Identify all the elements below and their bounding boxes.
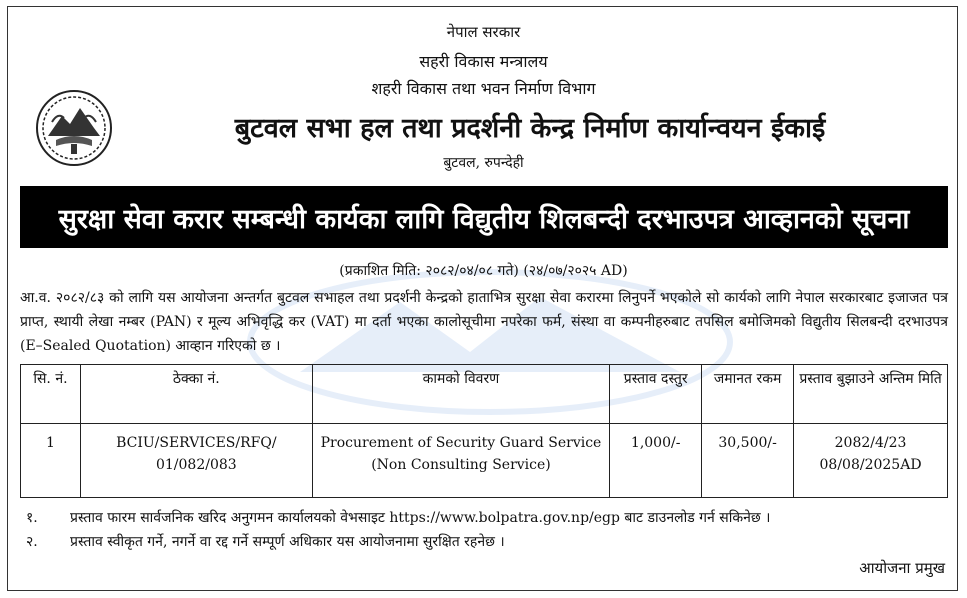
header-fee: प्रस्ताव दस्तुर	[610, 365, 702, 424]
cell-fee: 1,000/-	[610, 424, 702, 498]
header-sn: सि. नं.	[21, 365, 81, 424]
location-heading: बुटवल, रुपन्देही	[443, 155, 524, 171]
header-deadline: प्रस्ताव बुझाउने अन्तिम मिति	[794, 365, 948, 424]
cell-sn: 1	[21, 424, 81, 498]
cell-security: 30,500/-	[702, 424, 794, 498]
deadline-bs: 2082/4/23	[834, 435, 907, 451]
cell-deadline	[794, 424, 948, 498]
tender-table	[20, 364, 948, 498]
note-item	[20, 506, 948, 530]
note-text: प्रस्ताव फारम सार्वजनिक खरिद अनुगमन कार्यालयको वेभसाइट https://www.bolpatra.gov.np/egp बाट डाउनलोड गर्न सकिनेछ ।	[70, 510, 771, 526]
note-item	[20, 530, 948, 554]
table-row	[21, 424, 948, 498]
deadline-ad: 08/08/2025AD	[819, 457, 922, 473]
note-number: १.	[26, 510, 38, 526]
notice-paragraph: आ.व. २०८२/८३ को लागि यस आयोजना अन्तर्गत बुटवल सभाहल तथा प्रदर्शनी केन्द्रको हाताभित्र सुरक्षा सेवा करारमा लिनुपर्ने भएकोले सो कार्यको लागि नेपाल सरकारबाट इजाजत पत्र प्राप्त, स्थायी लेखा नम्बर (PAN) र मूल्य अभिवृद्धि कर (VAT) मा दर्ता भएका कालोसूचीमा नपरेका फर्म, संस्था वा कम्पनीहरुबाट तपसिल बमोजिमको विद्युतीय सिलबन्दी दरभाउपत्र (E–Sealed Quotation) आव्हान गरिएको छ ।	[20, 290, 948, 354]
header-security: जमानत रकम	[702, 365, 794, 424]
notice-title: सुरक्षा सेवा करार सम्बन्धी कार्यका लागि विद्युतीय शिलबन्दी दरभाउपत्र आव्हानको सूचना	[58, 203, 910, 235]
notes-list	[20, 506, 948, 554]
published-date: (प्रकाशित मिति: २०८२/०४/०८ गते) (२४/०७/२०२५ AD)	[339, 263, 628, 279]
table-header-row	[21, 365, 948, 424]
unit-heading: बुटवल सभा हल तथा प्रदर्शनी केन्द्र निर्माण कार्यान्वयन ईकाई	[234, 113, 826, 144]
cell-description: Procurement of Security Guard Service (Non Consulting Service)	[312, 424, 610, 498]
department-heading: शहरी विकास तथा भवन निर्माण विभाग	[371, 79, 596, 98]
gov-heading: नेपाल सरकार	[446, 23, 521, 41]
note-text: प्रस्ताव स्वीकृत गर्ने, नगर्ने वा रद्द गर्ने सम्पूर्ण अधिकार यस आयोजनामा सुरक्षित रहनेछ ।	[70, 534, 505, 550]
ministry-heading: सहरी विकास मन्त्रालय	[419, 52, 548, 71]
note-number: २.	[26, 534, 38, 550]
signature-label: आयोजना प्रमुख	[859, 559, 945, 577]
notice-title-banner	[20, 186, 948, 248]
header-contract-no: ठेक्का नं.	[80, 365, 312, 424]
cell-contract-no: BCIU/SERVICES/RFQ/ 01/082/083	[80, 424, 312, 498]
header-description: कामको विवरण	[312, 365, 610, 424]
